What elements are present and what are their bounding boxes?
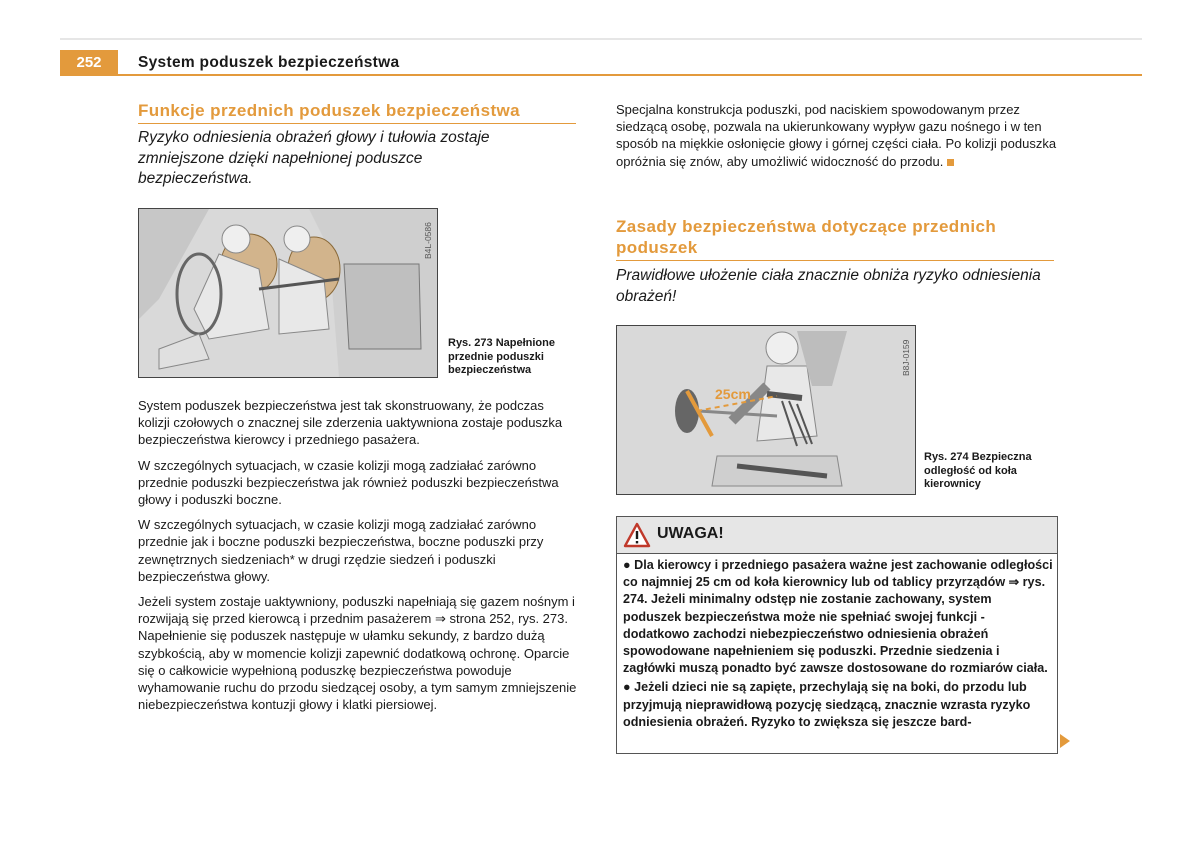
section-heading-safety-rules: Zasady bezpieczeństwa dotyczące przednich poduszek bbox=[616, 216, 1054, 261]
chapter-title: System poduszek bezpieczeństwa bbox=[138, 54, 400, 71]
distance-illustration bbox=[617, 326, 915, 494]
warning-item-text: Dla kierowcy i przedniego pasażera ważne jest zachowanie odległości co najmniej 25 cm od koła kierownicy lub od tablicy przyrządów ⇒ rys. 274. Jeżeli minimalny odstęp nie zostanie zachowany, system poduszek bezpieczeństwa może nie spełniać swojej funkcji - dodatkowo zachodzi niebezpieczeństwo odniesienia obrażeń spowodowane napełnieniem się poduszki. Przednie siedzenia i zagłówki muszą ponadto być zawsze dostosowane do rozmiarów ciała. bbox=[623, 558, 1053, 676]
warning-header bbox=[617, 517, 1057, 554]
warning-body bbox=[623, 557, 1053, 733]
warning-item-text: Jeżeli dzieci nie są zapięte, przechylają się na boki, do przodu lub przyjmują nieprawidłową pozycję siedzącą, znacznie wzrasta ryzyko odniesienia obrażeń. Ryzyko to zwiększa się jeszcze bard- bbox=[623, 680, 1031, 729]
paragraph: W szczególnych sytuacjach, w czasie kolizji mogą zadziałać zarówno przednie poduszki bezpieczeństwa jak również poduszki bezpieczeństwa głowy i poduszki boczne. bbox=[138, 457, 559, 508]
section-heading-front-airbags: Funkcje przednich poduszek bezpieczeństwa bbox=[138, 100, 576, 124]
warning-item: ● Jeżeli dzieci nie są zapięte, przechylają się na boki, do przodu lub przyjmują nieprawidłową pozycję siedzącą, znacznie wzrasta ryzyko odniesienia obrażeń. Ryzyko to zwiększa się jeszcze bard- bbox=[623, 680, 1031, 729]
figure-274-caption: Rys. 274 Bezpieczna odległość od koła kierownicy bbox=[924, 451, 1032, 490]
warning-triangle-icon bbox=[623, 522, 651, 548]
paragraph: W szczególnych sytuacjach, w czasie kolizji mogą zadziałać zarówno przednie jak i boczne poduszki bezpieczeństwa, boczne poduszki przy zewnętrznych siedzeniach* w drugi rzędzie siedzeń i poduszki bezpieczeństwa głowy. bbox=[138, 517, 544, 584]
section-lead-right: Prawidłowe ułożenie ciała znacznie obniża ryzyko odniesienia obrażeń! bbox=[616, 267, 1041, 305]
right-intro-text bbox=[616, 101, 1058, 170]
figure-274-distance bbox=[616, 325, 916, 495]
figure-code: B8J-0159 bbox=[901, 339, 911, 376]
warning-box bbox=[616, 516, 1058, 754]
section-lead-left: Ryzyko odniesienia obrażeń głowy i tułowia zostaje zmniejszone dzięki napełnionej poduszce bezpieczeństwa. bbox=[138, 129, 490, 187]
top-rule bbox=[60, 38, 1142, 40]
paragraph: Specjalna konstrukcja poduszki, pod naciskiem spowodowanym przez siedzącą osobę, pozwala na ukierunkowany wypływ gazu nośnego i w ten sposób na miękkie osłonięcie głowy i górnej części ciała. Po kolizji poduszka opróżnia się znów, aby umożliwić widoczność do przodu. bbox=[616, 102, 1057, 169]
figure-code: B4L-0586 bbox=[423, 222, 433, 259]
page-number: 252 bbox=[60, 50, 118, 76]
left-body-text bbox=[138, 397, 578, 721]
paragraph: Jeżeli system zostaje uaktywniony, poduszki napełniają się gazem nośnym i rozwijają się przed kierowcą i przednim pasażerem ⇒ strona 252, rys. 273. Napełnienie się poduszek następuje w ułamku sekundy, z bardzo dużą szybkością, aby w momencie kolizji zapewnić dodatkową ochronę. Oparcie się o całkowicie wypełnioną poduszkę bezpieczeństwa powoduje wyhamowanie ruchu do przodu siedzącej osoby, a tym samym zmniejszenie niebezpieczeństwa kontuzji głowy i klatki piersiowej. bbox=[138, 594, 577, 713]
warning-item: ● Dla kierowcy i przedniego pasażera ważne jest zachowanie odległości co najmniej 25 cm od koła kierownicy lub od tablicy przyrządów ⇒ rys. 274. Jeżeli minimalny odstęp nie zostanie zachowany, system poduszek bezpieczeństwa może nie spełniać swojej funkcji - dodatkowo zachodzi niebezpieczeństwo odniesienia obrażeń spowodowane napełnieniem się poduszki. Przednie siedzenia i zagłówki muszą ponadto być zawsze dostosowane do rozmiarów ciała. bbox=[623, 558, 1053, 676]
header-rule bbox=[118, 74, 1142, 76]
warning-title: UWAGA! bbox=[657, 525, 724, 542]
continue-arrow-icon bbox=[1060, 734, 1070, 748]
figure-273-airbags bbox=[138, 208, 438, 378]
end-of-section-mark bbox=[947, 159, 954, 166]
figure-273-caption: Rys. 273 Napełnione przednie poduszki bezpieczeństwa bbox=[448, 337, 555, 376]
airbag-illustration bbox=[139, 209, 437, 377]
paragraph: System poduszek bezpieczeństwa jest tak skonstruowany, że podczas kolizji czołowych o znacznej sile zderzenia uaktywniona zostaje poduszka bezpieczeństwa kierowcy i przedniego pasażera. bbox=[138, 398, 563, 448]
distance-label: 25cm bbox=[715, 386, 751, 402]
